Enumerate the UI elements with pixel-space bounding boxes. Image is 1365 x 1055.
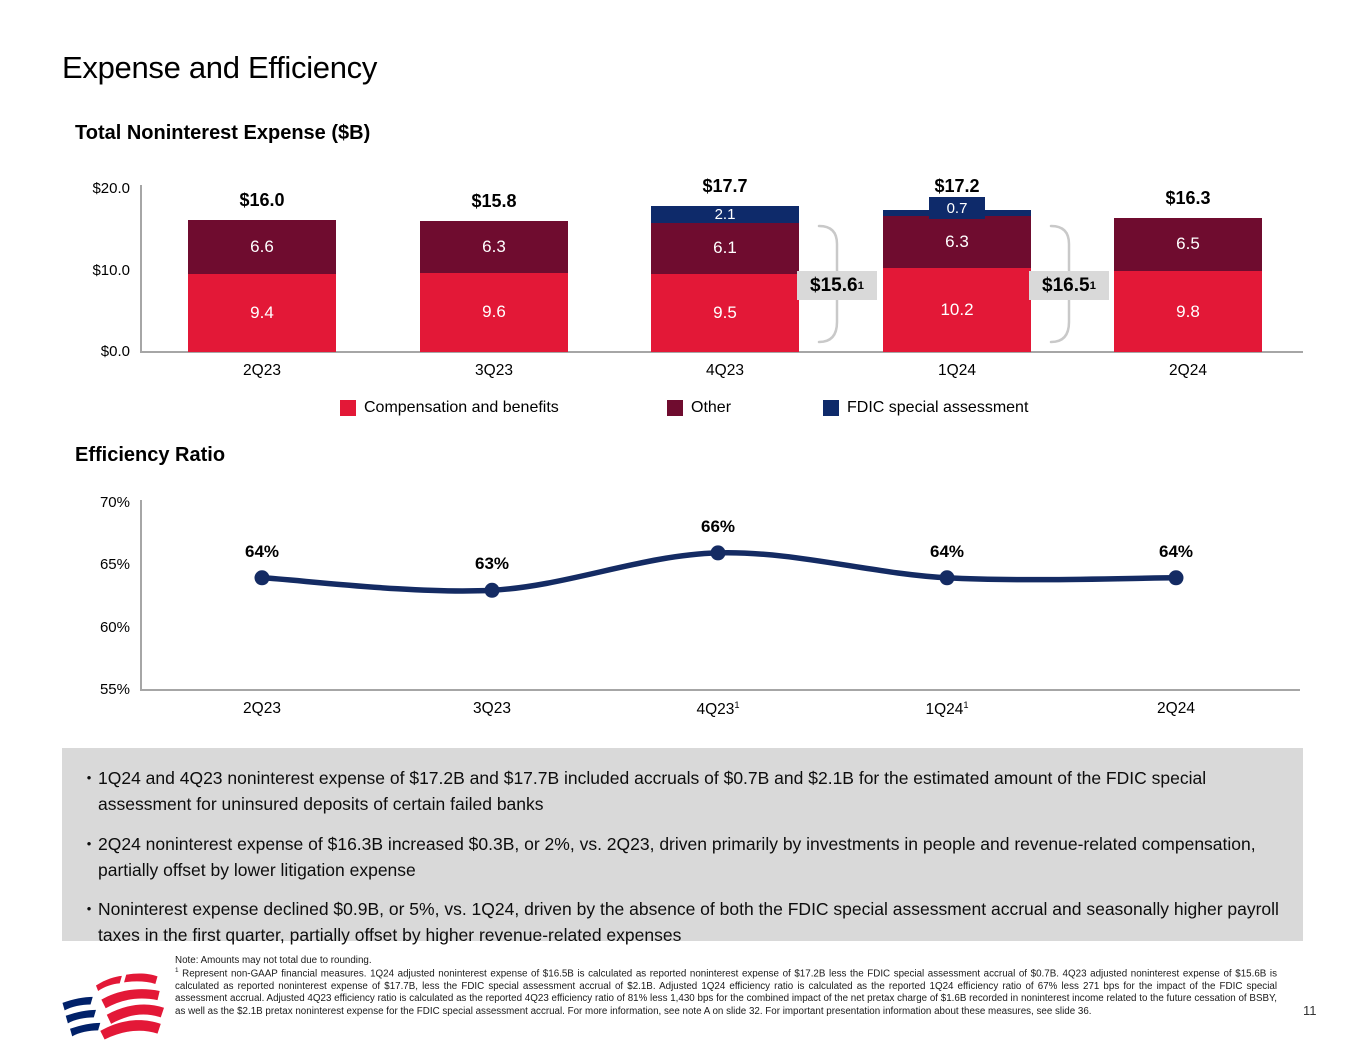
line-point-label: 64% — [929, 541, 965, 561]
bar-segment: 9.6 — [420, 273, 568, 352]
bullet-marker-icon: • — [86, 770, 92, 785]
bar-total-label: $17.7 — [702, 176, 748, 196]
bank-of-america-flag-icon — [56, 970, 164, 1040]
line-data-point — [485, 583, 500, 598]
page-number: 11 — [1303, 1003, 1317, 1018]
bullet-item — [80, 765, 1279, 818]
line-chart-y-tick: 55% — [99, 681, 130, 698]
line-chart-y-axis — [140, 500, 142, 691]
bar-total-label: $16.3 — [1165, 187, 1211, 208]
line-data-point — [940, 570, 955, 585]
line-chart-x-axis — [140, 689, 1300, 691]
bar-chart-y-tick: $10.0 — [92, 261, 130, 279]
bar-segment: 6.3 — [420, 221, 568, 273]
line-chart-x-tick: 3Q23 — [473, 700, 511, 717]
line-chart-title: Efficiency Ratio — [75, 444, 226, 466]
footnote-superscript: 1 — [175, 967, 179, 975]
bar-total-label: $15.8 — [471, 190, 517, 211]
bar-segment: 9.4 — [188, 274, 336, 352]
bar-total-label: $17.2 — [934, 176, 980, 197]
bar-chart-x-tick: 1Q24 — [938, 362, 976, 379]
bullet-text: Noninterest expense declined $0.9B, or 5%, vs. 1Q24, driven by the absence of both the FDIC special assessment accrual and seasonally higher payroll taxes in the first quarter, partially offset by higher revenue-related expenses — [98, 899, 1279, 946]
bar-chart-x-tick: 3Q23 — [475, 362, 513, 379]
legend-label-3: FDIC special assessment — [847, 399, 1029, 416]
footnote — [175, 955, 1277, 1018]
bullet-item — [80, 896, 1279, 949]
line-chart-x-tick: 2Q24 — [1157, 700, 1195, 717]
bar-chart-y-tick: $0.0 — [100, 343, 130, 360]
line-data-point — [711, 545, 726, 560]
fdic-callout: 0.7 — [929, 197, 985, 219]
line-chart-y-tick: 65% — [99, 556, 130, 574]
footnote-note: Note: Amounts may not total due to rounding. — [175, 955, 372, 966]
bar-chart-x-tick: 2Q24 — [1169, 362, 1207, 379]
line-point-label: 64% — [1158, 541, 1194, 561]
line-chart-x-tick: $1Q24^1$ — [925, 700, 969, 719]
adjusted-expense-label: $15.6 1 — [797, 271, 877, 300]
page-title: Expense and Efficiency — [62, 50, 378, 85]
line-chart-y-tick: 70% — [99, 494, 130, 511]
highlights-box — [62, 748, 1303, 946]
bullet-text: 1Q24 and 4Q23 noninterest expense of $17.2B and $17.7B included accruals of $0.7B and $2.1B for the estimated amount of the FDIC special assessment for uninsured deposits of certain failed banks — [98, 768, 1207, 815]
footnote-detail — [175, 967, 1277, 1018]
bar-chart-x-tick: 4Q23 — [706, 362, 744, 379]
bar-segment: 9.5 — [651, 274, 799, 352]
line-chart-x-tick: 2Q23 — [243, 700, 281, 717]
line-point-label: 66% — [700, 516, 736, 536]
bullet-marker-icon: • — [86, 901, 92, 916]
bullet-item — [80, 831, 1279, 884]
line-chart-x-tick: $4Q23^1$ — [696, 700, 740, 719]
bar-total-label: $16.0 — [239, 190, 285, 210]
bar-segment: 6.1 — [651, 223, 799, 273]
adjusted-expense-label: $16.5 1 — [1029, 271, 1109, 300]
bar-chart-y-tick: $20.0 — [92, 180, 130, 197]
line-data-point — [255, 570, 270, 585]
bar-segment: 6.3 — [883, 216, 1031, 268]
bank-of-america-logo — [56, 970, 166, 1042]
line-data-point — [1169, 570, 1184, 585]
bar-segment: 6.5 — [1114, 218, 1262, 272]
line-point-label: 64% — [244, 541, 280, 561]
legend-label-2: Other — [691, 399, 732, 416]
bullet-marker-icon: • — [86, 835, 92, 851]
bar-segment: 2.1 — [651, 206, 799, 223]
line-point-label: 63% — [474, 554, 510, 574]
footnote-text: Represent non-GAAP financial measures. 1Q24 adjusted noninterest expense of $16.5B is calculated as reported noninterest expense of $17.2B less the FDIC special assessment accrual of $0.7B. 4Q23 adjusted noninterest expense of $15.6B is calculated as reported noninterest expense of $17.7B, less the FDIC special assessment accrual of $2.1B. Adjusted 1Q24 efficiency ratio is calculated as the reported 1Q24 efficiency ratio of 67% less 271 bps for the impact of the FDIC special assessment accrual. Adjusted 4Q23 efficiency ratio is calculated as the reported 4Q23 efficiency ratio of 81% less 1,430 bps for the combined impact of the net pretax charge of $1.6B recorded in noninterest income related to the future cessation of BSBY, as well as the $2.1B pretax noninterest expense for the FDIC special assessment accrual. For more information, see note A on slide 32. For important presentation information about these measures, see slide 36. — [175, 968, 1277, 1017]
bar-chart-x-tick: 2Q23 — [243, 362, 281, 379]
bar-segment: 6.6 — [188, 220, 336, 274]
bar-chart-title: Total Noninterest Expense ($B) — [75, 122, 371, 144]
bullet-text: 2Q24 noninterest expense of $16.3B increased $0.3B, or 2%, vs. 2Q23, driven primarily by investments in people and revenue-related compensation, partially offset by lower litigation expense — [98, 833, 1256, 880]
line-chart-y-tick: 60% — [99, 618, 130, 636]
legend-label-1: Compensation and benefits — [364, 399, 559, 416]
bar-segment: 9.8 — [1114, 271, 1262, 352]
bar-segment: 10.2 — [883, 268, 1031, 352]
